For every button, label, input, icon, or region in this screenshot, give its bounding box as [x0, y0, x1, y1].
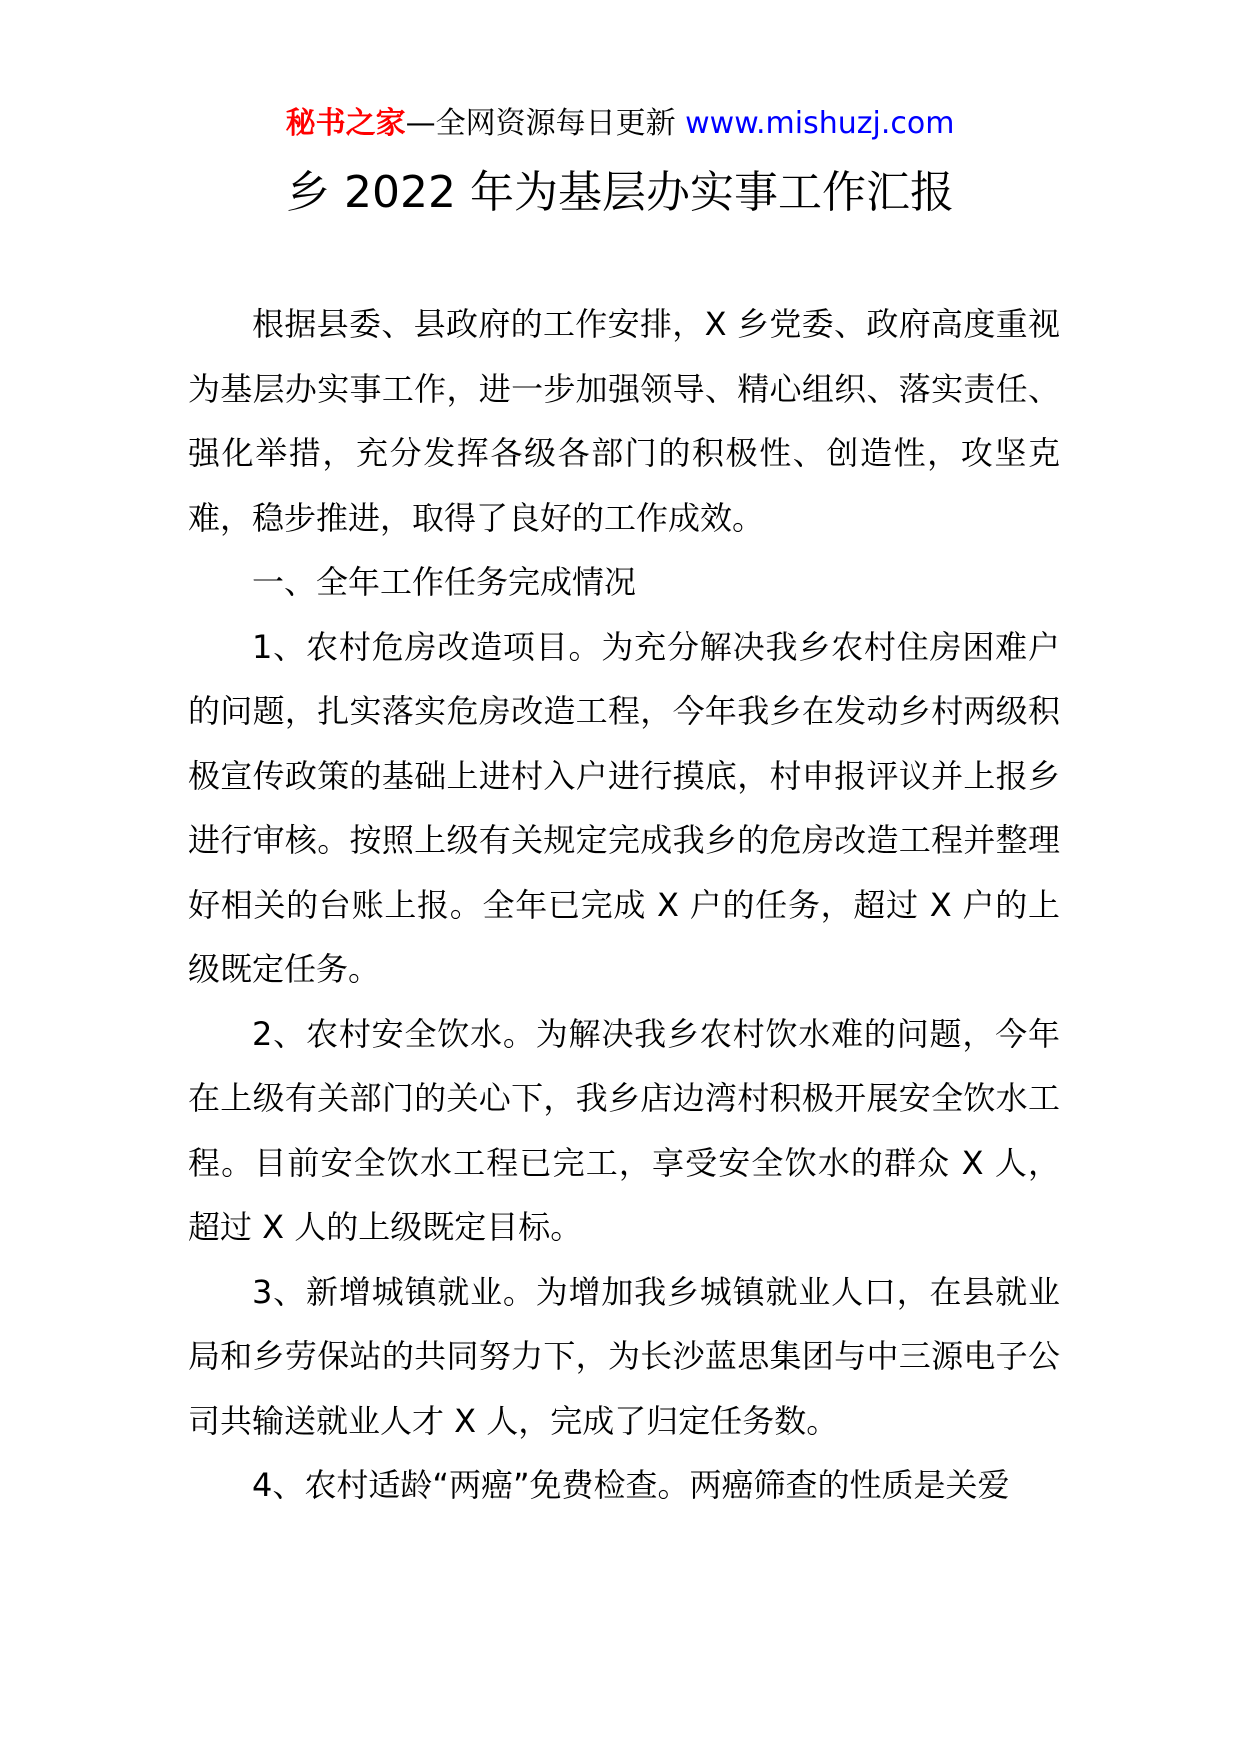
document-title: 乡 2022 年为基层办实事工作汇报 — [286, 167, 954, 218]
section-heading: 一、全年工作任务完成情况 — [252, 563, 637, 601]
paragraph-item-4: 4、农村适龄“两癌”免费检查。两癌筛查的性质是关爱 — [252, 1466, 1010, 1504]
paragraph-item-2: 2、农村安全饮水。为解决我乡农村饮水难的问题，今年在上级有关部门的关心下，我乡店边湾村积极开展安全饮水工程。目前安全饮水工程已完工，享受安全饮水的群众 X 人，超过 X 人的上级既定目标。 — [188, 1014, 1060, 1246]
document-body — [188, 292, 1060, 1518]
site-header — [0, 102, 1240, 146]
paragraph-item-3: 3、新增城镇就业。为增加我乡城镇就业人口，在县就业局和乡劳保站的共同努力下，为长沙蓝思集团与中三源电子公司共输送就业人才 X 人，完成了归定任务数。 — [188, 1272, 1060, 1440]
paragraph-item-1: 1、农村危房改造项目。为充分解决我乡农村住房困难户的问题，扎实落实危房改造工程，今年我乡在发动乡村两级积极宣传政策的基础上进村入户进行摸底，村申报评议并上报乡进行审核。按照上级有关规定完成我乡的危房改造工程并整理好相关的台账上报。全年已完成 X 户的任务，超过 X 户的上级既定任务。 — [188, 627, 1060, 988]
site-tagline: —全网资源每日更新 — [405, 106, 686, 141]
paragraph-intro: 根据县委、县政府的工作安排，X 乡党委、政府高度重视为基层办实事工作，进一步加强领导、精心组织、落实责任、强化举措，充分发挥各级各部门的积极性、创造性，攻坚克难，稳步推进，取得了良好的工作成效。 — [188, 305, 1060, 537]
brand-name: 秘书之家 — [285, 106, 406, 141]
site-url-link[interactable]: www.mishuzj.com — [685, 106, 955, 141]
